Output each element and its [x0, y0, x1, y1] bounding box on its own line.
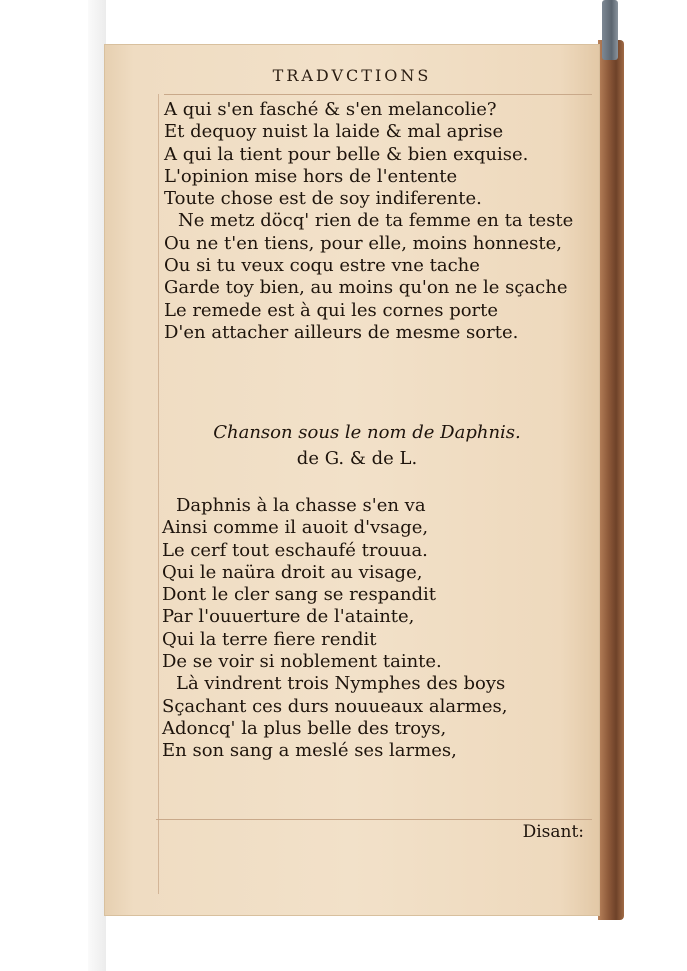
left-margin-rule: [158, 94, 159, 894]
chanson-line: De se voir si noblement tainte.: [162, 651, 442, 673]
chanson-line: En son sang a meslé ses larmes,: [162, 740, 457, 762]
bottom-rule: [156, 819, 592, 820]
chanson-title: Chanson sous le nom de Daphnis.: [213, 422, 521, 443]
running-head: TRADVCTIONS: [272, 66, 432, 85]
verse-line: Garde toy bien, au moins qu'on ne le sçache: [164, 277, 568, 299]
book-page: [104, 44, 600, 916]
chanson-authors: de G. & de L.: [296, 448, 418, 469]
verse-line: Ou si tu veux coqu estre vne tache: [164, 255, 480, 277]
verse-line: L'opinion mise hors de l'entente: [164, 165, 458, 187]
verse-line: A qui la tient pour belle & bien exquise.: [164, 143, 529, 165]
book-binding: [598, 40, 624, 920]
chanson-line: Qui le naüra droit au visage,: [162, 561, 423, 583]
verse-block: [164, 99, 596, 344]
chanson-line: Adoncq' la plus belle des troys,: [162, 717, 447, 739]
chanson-line: Dont le cler sang se respandit: [162, 584, 437, 606]
chanson-line: Sçachant ces durs nouueaux alarmes,: [162, 695, 508, 717]
verse-line: A qui s'en fasché & s'en melancolie?: [164, 99, 497, 120]
chanson-line: Daphnis à la chasse s'en va: [176, 495, 426, 516]
verse-line: Ou ne t'en tiens, pour elle, moins honneste,: [164, 232, 562, 254]
verse-line: Toute chose est de soy indiferente.: [164, 188, 482, 210]
verse-line: D'en attacher ailleurs de mesme sorte.: [164, 321, 519, 343]
top-rule: [164, 94, 592, 95]
chanson-line: Qui la terre fiere rendit: [162, 628, 377, 650]
chanson-line: Ainsi comme il auoit d'vsage,: [162, 517, 429, 539]
verse-line: Le remede est à qui les cornes porte: [164, 299, 499, 321]
bookmark-ribbon: [602, 0, 618, 60]
verse-line: Et dequoy nuist la laide & mal aprise: [164, 121, 504, 143]
chanson-line: Par l'ouuerture de l'atainte,: [162, 606, 415, 628]
chanson-block: [162, 495, 582, 763]
chanson-line: Le cerf tout eschaufé trouua.: [162, 539, 428, 561]
chanson-line: Là vindrent trois Nymphes des boys: [176, 673, 506, 695]
verse-line: Ne metz döcq' rien de ta femme en ta teste: [178, 210, 574, 232]
catchword: Disant:: [522, 822, 584, 842]
